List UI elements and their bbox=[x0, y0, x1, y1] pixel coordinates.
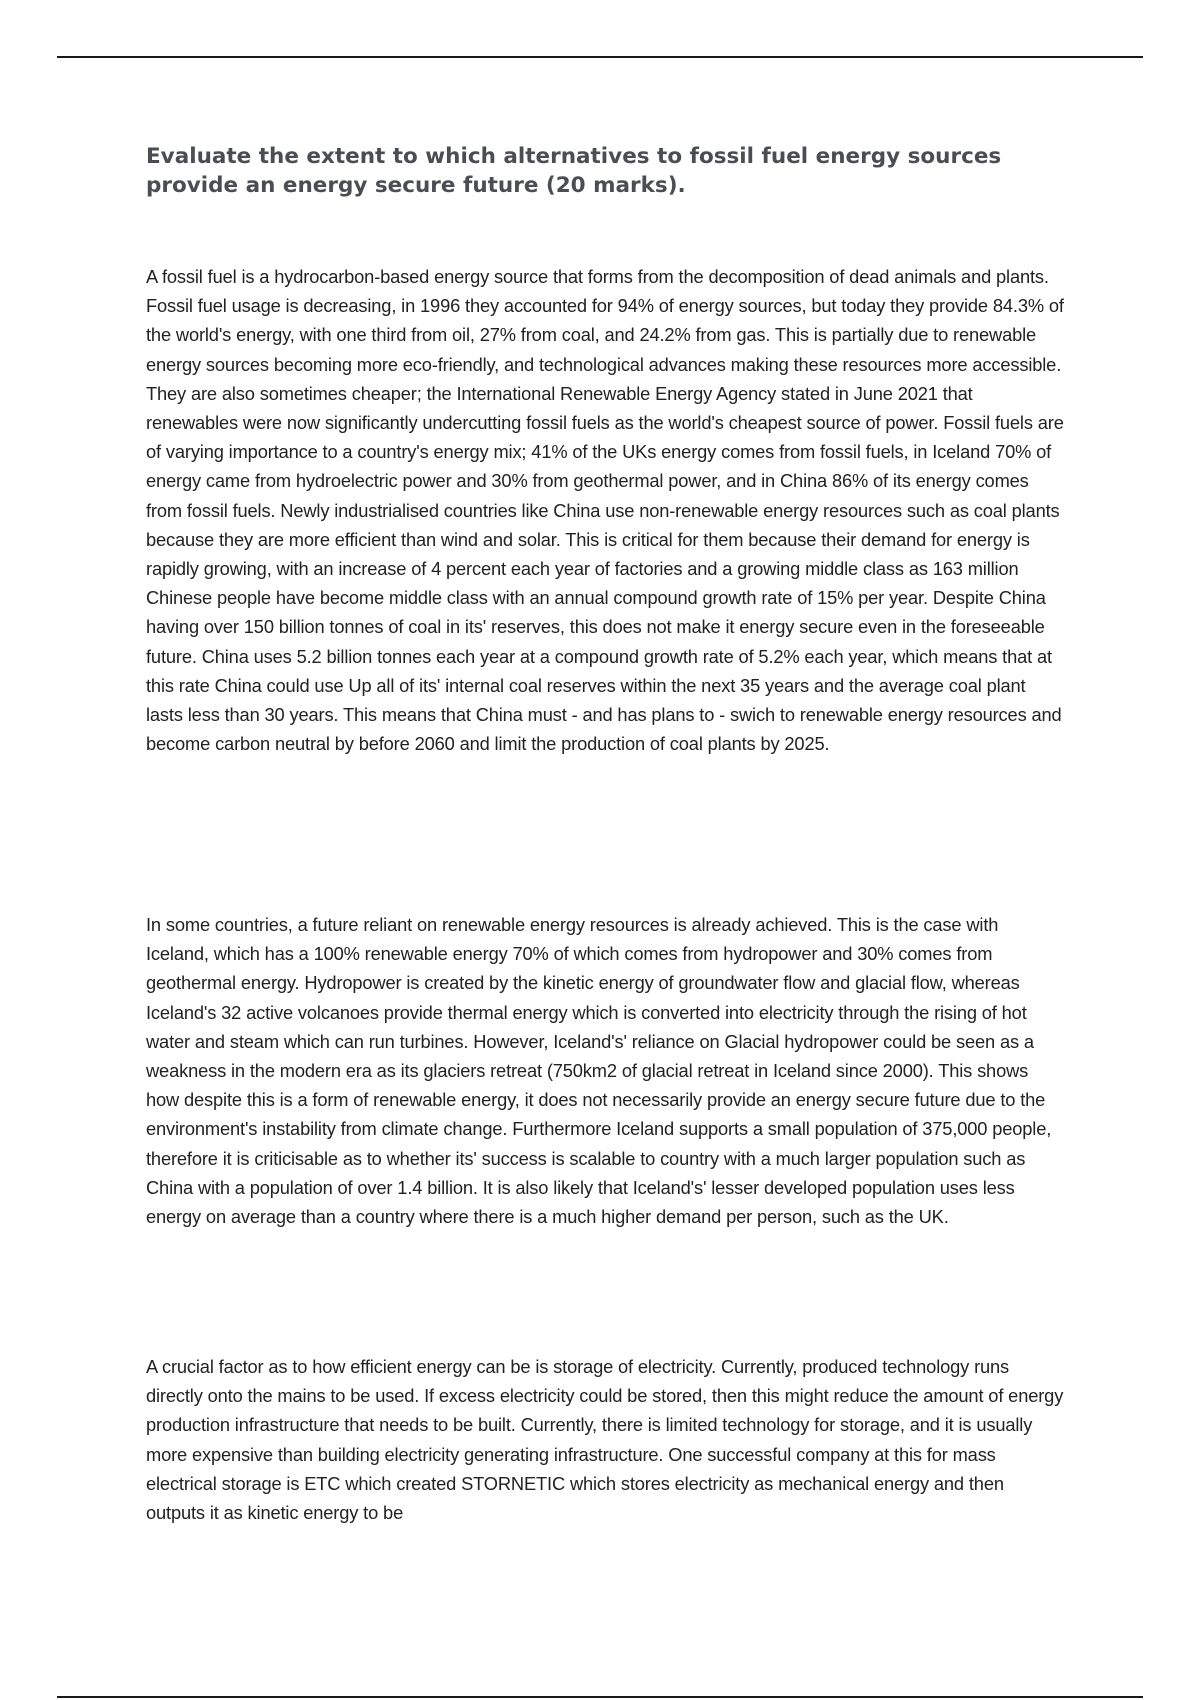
bottom-rule bbox=[57, 1696, 1143, 1698]
paragraph-2: In some countries, a future reliant on renewable energy resources is already achieved. This is the case with Iceland, which has a 100% renewable energy 70% of which comes from hydropower and 30% comes from geothermal energy. Hydropower is created by the kinetic energy of groundwater flow and glacial flow, whereas Iceland's 32 active volcanoes provide thermal energy which is converted into electricity through the rising of hot water and steam which can run turbines. However, Iceland's' reliance on Glacial hydropower could be seen as a weakness in the modern era as its glaciers retreat (750km2 of glacial retreat in Iceland since 2000). This shows how despite this is a form of renewable energy, it does not necessarily provide an energy secure future due to the environment's instability from climate change. Furthermore Iceland supports a small population of 375,000 people, therefore it is criticisable as to whether its' success is scalable to country with a much larger population such as China with a population of over 1.4 billion. It is also likely that Iceland's' lesser developed population uses less energy on average than a country where there is a much higher demand per person, such as the UK. bbox=[146, 914, 1052, 1228]
page-title: Evaluate the extent to which alternatives to fossil fuel energy sources provide an energy secure future (20 marks). bbox=[146, 144, 1002, 198]
paragraph-1: A fossil fuel is a hydrocarbon-based energy source that forms from the decomposition of dead animals and plants. Fossil fuel usage is decreasing, in 1996 they accounted for 94% of energy sources, but today they provide 84.3% of the world's energy, with one third from oil, 27% from coal, and 24.2% from gas. This is partially due to renewable energy sources becoming more eco-friendly, and technological advances making these resources more accessible. They are also sometimes cheaper; the International Renewable Energy Agency stated in June 2021 that renewables were now significantly undercutting fossil fuels as the world's cheapest source of power. Fossil fuels are of varying importance to a country's energy mix; 41% of the UKs energy comes from fossil fuels, in Iceland 70% of energy came from hydroelectric power and 30% from geothermal power, and in China 86% of its energy comes from fossil fuels. Newly industrialised countries like China use non-renewable energy resources such as coal plants because they are more efficient than wind and solar. This is critical for them because their demand for energy is rapidly growing, with an increase of 4 percent each year of factories and a growing middle class as 163 million Chinese people have become middle class with an annual compound growth rate of 15% per year. Despite China having over 150 billion tonnes of coal in its' reserves, this does not make it energy secure even in the foreseeable future. China uses 5.2 billion tonnes each year at a compound growth rate of 5.2% each year, which means that at this rate China could use Up all of its' internal coal reserves within the next 35 years and the average coal plant lasts less than 30 years. This means that China must - and has plans to - swich to renewable energy resources and become carbon neutral by before 2060 and limit the production of coal plants by 2025. bbox=[146, 266, 1064, 755]
paragraph-3: A crucial factor as to how efficient energy can be is storage of electricity. Currently, produced technology runs directly onto the mains to be used. If excess electricity could be stored, then this might reduce the amount of energy production infrastructure that needs to be built. Currently, there is limited technology for storage, and it is usually more expensive than building electricity generating infrastructure. One successful company at this for mass electrical storage is ETC which created STORNETIC which stores electricity as mechanical energy and then outputs it as kinetic energy to be bbox=[146, 1356, 1064, 1524]
top-rule bbox=[57, 56, 1143, 58]
